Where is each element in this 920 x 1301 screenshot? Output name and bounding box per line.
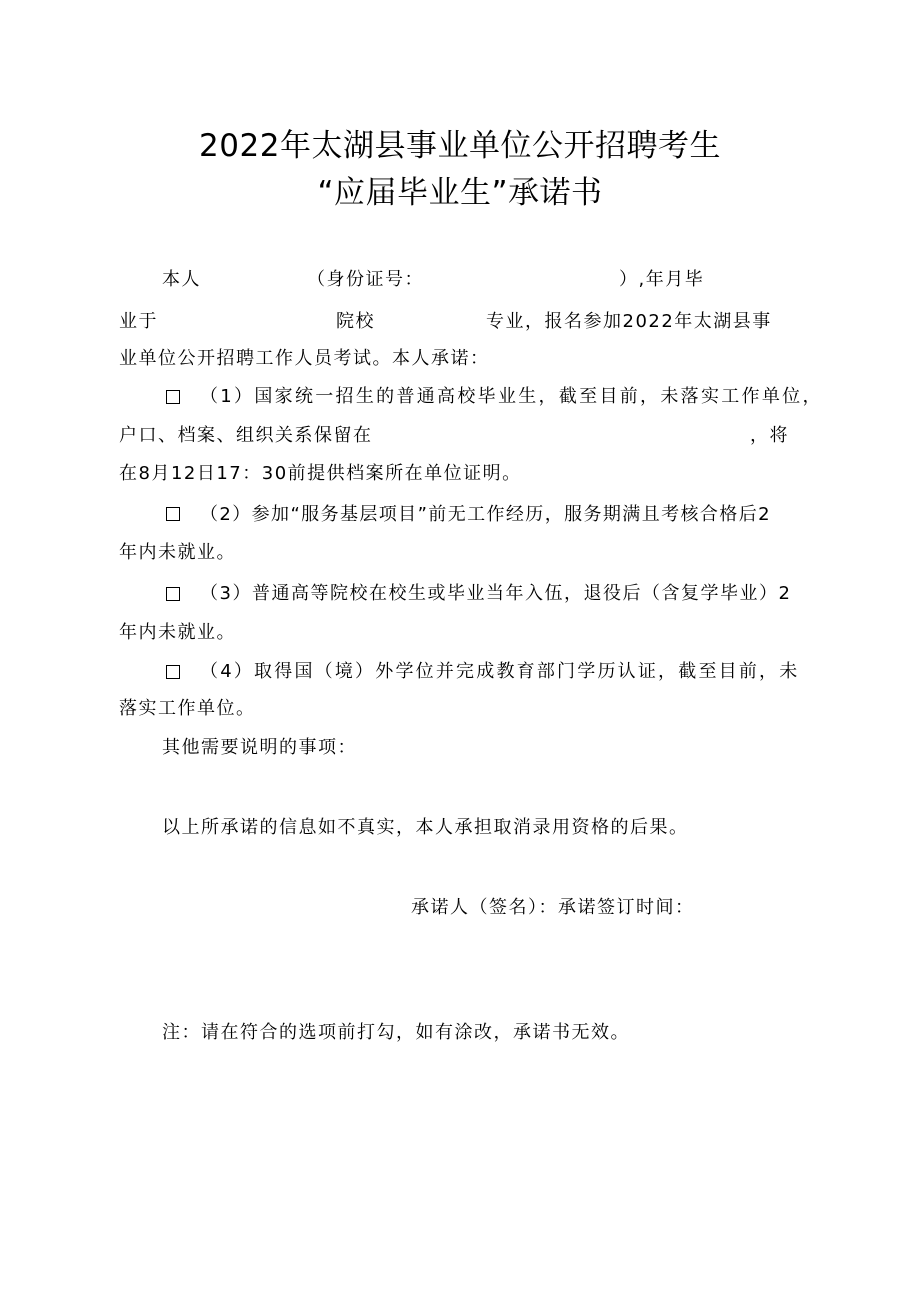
option-1-text-line-1: （1）国家统一招生的普通高校毕业生，截至目前，未落实工作单位， [200,386,823,407]
signature-line: 承诺人（签名）：承诺签订时间： [411,897,695,918]
option-3-checkbox[interactable] [166,587,180,601]
option-3-text-line-2: 年内未就业。 [119,622,236,643]
option-2-text-line-2: 年内未就业。 [119,542,236,563]
option-3-text-line-1: （3）普通高等院校在校生或毕业当年入伍，退役后（含复学毕业）2 [200,583,792,604]
option-4-text-line-2: 落实工作单位。 [119,698,256,719]
school-label: 院校 [336,311,375,332]
option-1-text-line-3: 在8月12日17：30前提供档案所在单位证明。 [119,463,522,484]
intro-commitment-line: 业单位公开招聘工作人员考试。本人承诺： [119,348,490,369]
option-2-text-line-1: （2）参加“服务基层项目”前无工作经历，服务期满且考核合格后2 [200,504,771,525]
id-number-label: （身份证号： [307,269,424,290]
option-1-text-line-2: 户口、档案、组织关系保留在 [119,425,373,446]
intro-me-label: 本人 [162,269,201,290]
document-title-line-1: 2022年太湖县事业单位公开招聘考生 [199,128,721,164]
option-4-text-line-1: （4）取得国（境）外学位并完成教育部门学历认证，截至目前，未 [200,661,800,682]
option-1-text-line-2-end: ，将 [750,425,789,446]
footnote: 注：请在符合的选项前打勾，如有涂改，承诺书无效。 [162,1022,630,1043]
option-1-checkbox[interactable] [166,390,180,404]
major-label: 专业，报名参加2022年太湖县事 [486,311,772,332]
document-title-line-2: “应届毕业生”承诺书 [317,175,603,211]
graduated-from-label: 业于 [119,311,158,332]
option-2-checkbox[interactable] [166,507,180,521]
other-matters-label: 其他需要说明的事项： [162,737,357,758]
graduation-year-label: ）,年月毕 [619,269,705,290]
option-4-checkbox[interactable] [166,665,180,679]
declaration-text: 以上所承诺的信息如不真实，本人承担取消录用资格的后果。 [162,817,689,838]
